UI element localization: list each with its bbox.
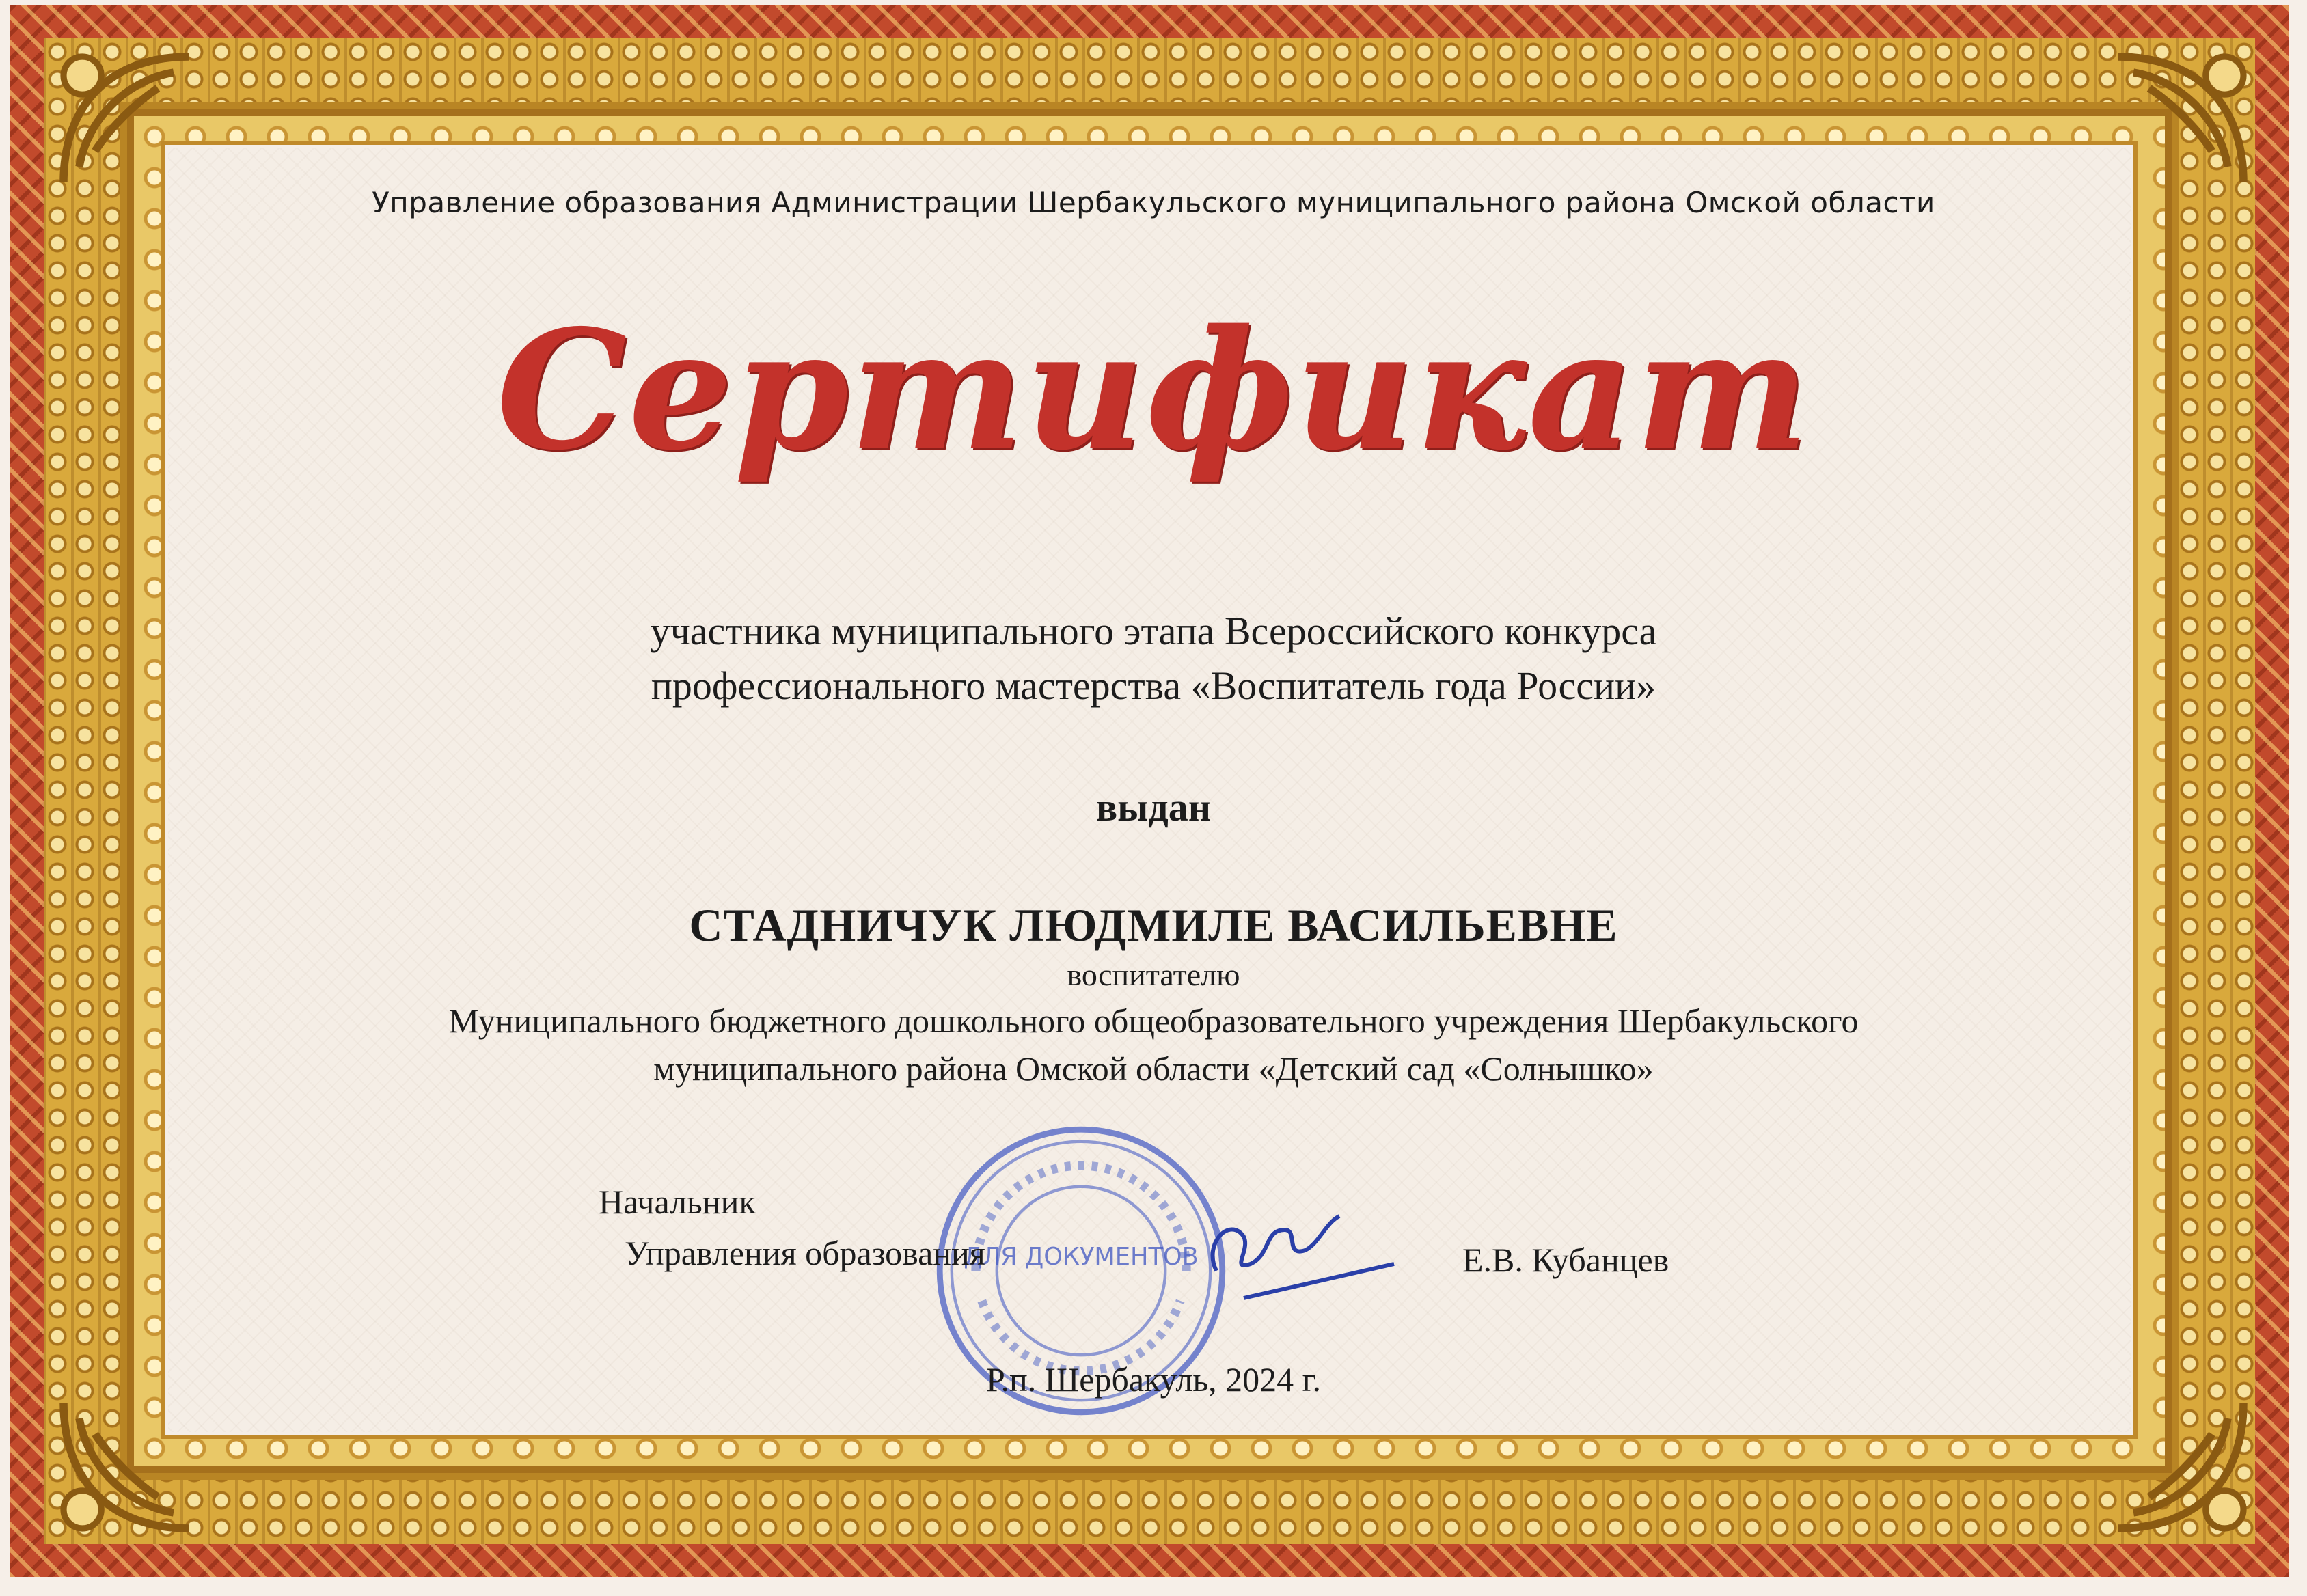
signatory-title-line-1: Начальник <box>599 1183 756 1221</box>
corner-flourish-icon <box>48 1387 205 1544</box>
place-and-year: Р.п. Шербакуль, 2024 г. <box>985 1360 1322 1399</box>
organization-line-1: Муниципального бюджетного дошкольного общеобразовательного учреждения Шербакульского <box>448 1002 1859 1040</box>
stamp-text: ДЛЯ ДОКУМЕНТОВ <box>964 1243 1199 1271</box>
signature <box>1189 1189 1408 1325</box>
issued-label: выдан <box>1095 785 1212 829</box>
corner-flourish-icon <box>48 41 205 198</box>
certificate-title: Сертификат <box>496 294 1811 486</box>
corner-flourish-icon <box>2102 1387 2259 1544</box>
description-line-2: профессионального мастерства «Воспитатель года России» <box>651 663 1656 708</box>
signatory-name: Е.В. Кубанцев <box>1462 1241 1669 1279</box>
description-line-1: участника муниципального этапа Всероссийского конкурса <box>650 609 1657 653</box>
recipient-name: СТАДНИЧУК ЛЮДМИЛЕ ВАСИЛЬЕВНЕ <box>689 899 1618 951</box>
issuer-heading: Управление образования Администрации Шербакульского муниципального района Омской области <box>372 186 1935 219</box>
recipient-position: воспитателю <box>1067 957 1240 992</box>
corner-flourish-icon <box>2102 41 2259 198</box>
signatory-title-line-2: Управления образования <box>625 1234 985 1272</box>
organization-line-2: муниципального района Омской области «Детский сад «Солнышко» <box>653 1049 1654 1088</box>
